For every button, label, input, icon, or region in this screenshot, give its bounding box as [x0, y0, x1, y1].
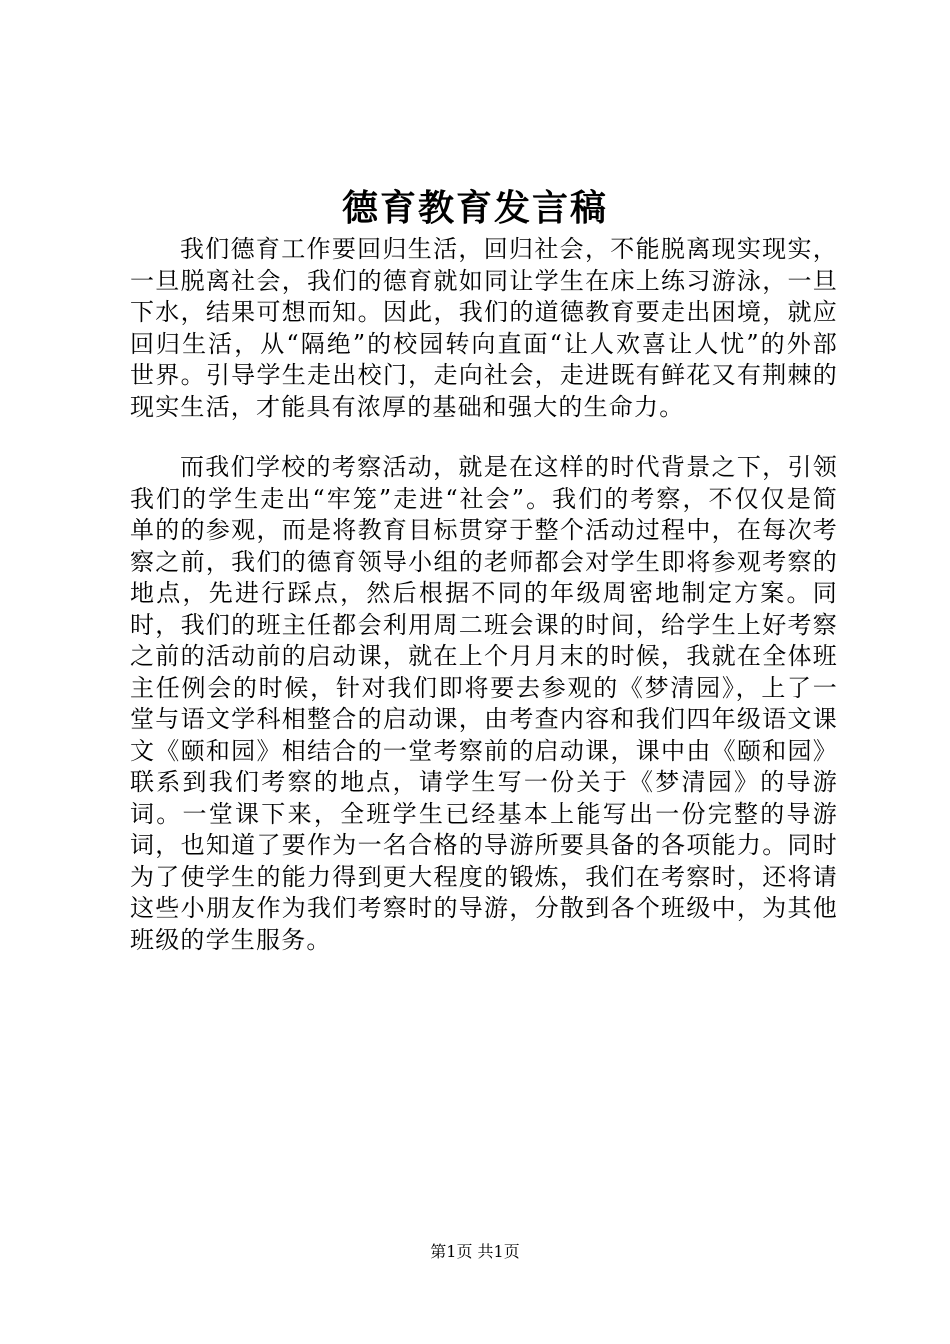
document-title: 德育教育发言稿 — [341, 187, 608, 229]
page-footer: 第1页 共1页 — [430, 1242, 520, 1261]
paragraph-1: 我们德育工作要回归生活，回归社会，不能脱离现实现实，一旦脱离社会，我们的德育就如同让学生在床上练习游泳，一旦下水，结果可想而知。因此，我们的道德教育要走出困境，就应回归生活，从“隔绝”的校园转向直面“让人欢喜让人忧”的外部世界。引导学生走出校门，走向社会，走进既有鲜花又有荆棘的现实生活，才能具有浓厚的基础和强大的生命力。 — [130, 235, 838, 421]
paragraph-2: 而我们学校的考察活动，就是在这样的时代背景之下，引领我们的学生走出“牢笼”走进“社会”。我们的考察，不仅仅是简单的的参观，而是将教育目标贯穿于整个活动过程中，在每次考察之前，我们的德育领导小组的老师都会对学生即将参观考察的地点，先进行踩点，然后根据不同的年级周密地制定方案。同时，我们的班主任都会利用周二班会课的时间，给学生上好考察之前的活动前的启动课，就在上个月月末的时候，我就在全体班主任例会的时候，针对我们即将要去参观的《梦清园》，上了一堂与语文学科相整合的启动课，由考查内容和我们四年级语文课文《颐和园》相结合的一堂考察前的启动课，课中由《颐和园》联系到我们考察的地点，请学生写一份关于《梦清园》的导游词。一堂课下来，全班学生已经基本上能写出一份完整的导游词，也知道了要作为一名合格的导游所要具备的各项能力。同时为了使学生的能力得到更大程度的锻炼，我们在考察时，还将请这些小朋友作为我们考察时的导游，分散到各个班级中，为其他班级的学生服务。 — [130, 453, 838, 954]
